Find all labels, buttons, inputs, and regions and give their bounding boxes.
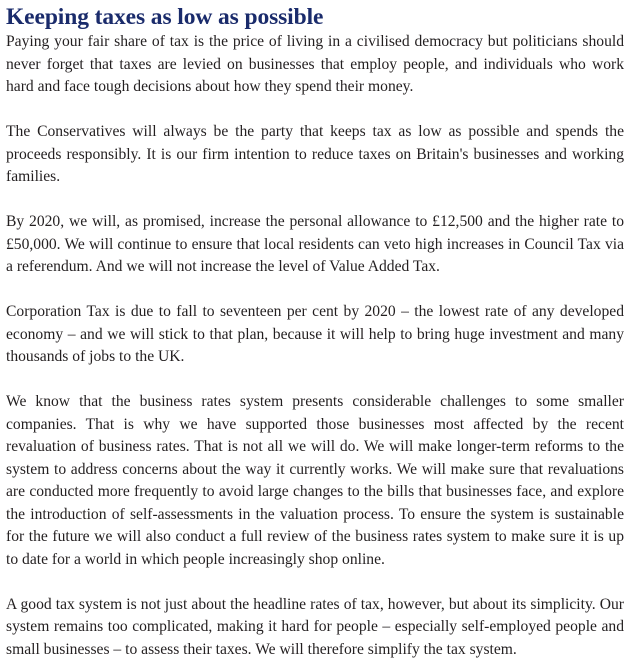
paragraph-corporation-tax: Corporation Tax is due to fall to seventeen per cent by 2020 – the lowest rate of any developed economy – and we will stick to that plan, because it will help to bring huge investment and many thousands of jobs to the UK. <box>6 303 624 365</box>
paragraph-fair-share: Paying your fair share of tax is the price of living in a civilised democracy but politicians should never forget that taxes are levied on businesses that employ people, and individuals who work hard and face tough decisions about how they spend their money. <box>6 33 624 95</box>
paragraph-business-rates: We know that the business rates system presents considerable challenges to some smaller companies. That is why we have supported those businesses most affected by the recent revaluation of business rates. That is not all we will do. We will make longer-term reforms to the system to address concerns about the way it currently works. We will make sure that revaluations are conducted more frequently to avoid large changes to the bills that businesses face, and explore the introduction of self-assessments in the valuation process. To ensure the system is sustainable for the future we will also conduct a full review of the business rates system to make sure it is up to date for a world in which people increasingly shop online. <box>6 393 624 568</box>
document-page <box>6 4 624 661</box>
section-heading: Keeping taxes as low as possible <box>6 4 324 30</box>
paragraph-tax-simplicity: A good tax system is not just about the headline rates of tax, however, but about its simplicity. Our system remains too complicated, making it hard for people – especially self-employed people and small businesses – to assess their taxes. We will therefore simplify the tax system. <box>6 595 624 658</box>
paragraph-conservatives-low-tax: The Conservatives will always be the party that keeps tax as low as possible and spends the proceeds responsibly. It is our firm intention to reduce taxes on Britain's businesses and working families. <box>6 123 624 185</box>
paragraph-personal-allowance: By 2020, we will, as promised, increase the personal allowance to £12,500 and the higher rate to £50,000. We will continue to ensure that local residents can veto high increases in Council Tax via a referendum. And we will not increase the level of Value Added Tax. <box>6 213 624 275</box>
